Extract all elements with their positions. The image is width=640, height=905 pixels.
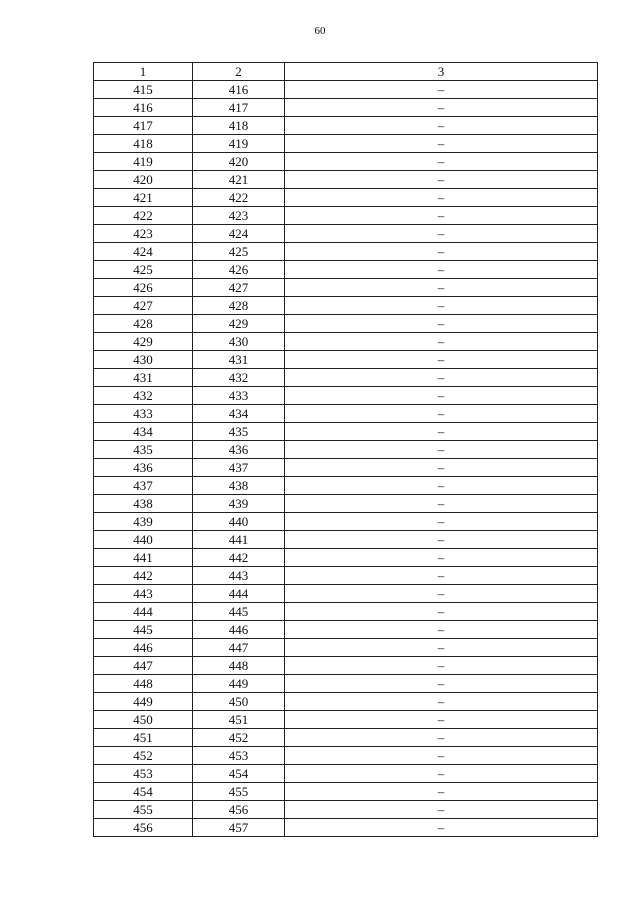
table-cell-col-3: –: [285, 189, 598, 207]
table-cell-col-2: 436: [193, 441, 285, 459]
table-row: [94, 333, 598, 351]
table-cell-col-1: 438: [94, 495, 193, 513]
table-row: [94, 423, 598, 441]
table-cell-col-3: –: [285, 531, 598, 549]
table-row: [94, 801, 598, 819]
table-cell-col-1: 446: [94, 639, 193, 657]
table-row: [94, 261, 598, 279]
table-cell-col-2: 419: [193, 135, 285, 153]
table-cell-col-1: 447: [94, 657, 193, 675]
table-cell-col-2: 434: [193, 405, 285, 423]
table-row: [94, 495, 598, 513]
table-row: [94, 369, 598, 387]
table-cell-col-3: –: [285, 459, 598, 477]
table-cell-col-1: 426: [94, 279, 193, 297]
table-body: [94, 81, 598, 837]
table-cell-col-1: 433: [94, 405, 193, 423]
table-cell-col-1: 456: [94, 819, 193, 837]
table-cell-col-3: –: [285, 513, 598, 531]
table-cell-col-2: 451: [193, 711, 285, 729]
table-cell-col-3: –: [285, 783, 598, 801]
table-cell-col-1: 453: [94, 765, 193, 783]
table-row: [94, 765, 598, 783]
table-cell-col-3: –: [285, 441, 598, 459]
table-cell-col-2: 431: [193, 351, 285, 369]
table-cell-col-1: 436: [94, 459, 193, 477]
table-cell-col-1: 454: [94, 783, 193, 801]
table-cell-col-2: 446: [193, 621, 285, 639]
table-cell-col-1: 448: [94, 675, 193, 693]
table-row: [94, 585, 598, 603]
table-cell-col-1: 425: [94, 261, 193, 279]
table-cell-col-2: 422: [193, 189, 285, 207]
table-row: [94, 441, 598, 459]
table-cell-col-1: 420: [94, 171, 193, 189]
table-row: [94, 459, 598, 477]
table-row: [94, 531, 598, 549]
table-cell-col-3: –: [285, 81, 598, 99]
table-cell-col-3: –: [285, 639, 598, 657]
table-header: [94, 63, 598, 81]
table-cell-col-2: 456: [193, 801, 285, 819]
table-cell-col-2: 421: [193, 171, 285, 189]
table-cell-col-3: –: [285, 585, 598, 603]
table-cell-col-1: 431: [94, 369, 193, 387]
table-row: [94, 567, 598, 585]
table-cell-col-1: 416: [94, 99, 193, 117]
table-cell-col-1: 445: [94, 621, 193, 639]
table-cell-col-3: –: [285, 99, 598, 117]
table-cell-col-2: 428: [193, 297, 285, 315]
table-row: [94, 279, 598, 297]
table-cell-col-3: –: [285, 387, 598, 405]
table-cell-col-3: –: [285, 621, 598, 639]
table-cell-col-1: 434: [94, 423, 193, 441]
table-cell-col-1: 451: [94, 729, 193, 747]
table-cell-col-3: –: [285, 243, 598, 261]
table-cell-col-3: –: [285, 729, 598, 747]
table-cell-col-2: 445: [193, 603, 285, 621]
table-cell-col-3: –: [285, 351, 598, 369]
table-row: [94, 549, 598, 567]
table-cell-col-1: 450: [94, 711, 193, 729]
table-cell-col-3: –: [285, 369, 598, 387]
table-row: [94, 405, 598, 423]
table-cell-col-1: 442: [94, 567, 193, 585]
table-cell-col-2: 440: [193, 513, 285, 531]
column-header-2: 2: [193, 63, 285, 81]
table-cell-col-2: 435: [193, 423, 285, 441]
table-cell-col-3: –: [285, 117, 598, 135]
table-cell-col-3: –: [285, 495, 598, 513]
table-cell-col-1: 415: [94, 81, 193, 99]
table-cell-col-3: –: [285, 315, 598, 333]
table-cell-col-3: –: [285, 747, 598, 765]
table-row: [94, 117, 598, 135]
table-cell-col-2: 430: [193, 333, 285, 351]
table-cell-col-2: 447: [193, 639, 285, 657]
table-cell-col-2: 437: [193, 459, 285, 477]
table-cell-col-1: 421: [94, 189, 193, 207]
table-cell-col-2: 416: [193, 81, 285, 99]
table-cell-col-1: 455: [94, 801, 193, 819]
table-cell-col-3: –: [285, 603, 598, 621]
table-row: [94, 171, 598, 189]
table-row: [94, 819, 598, 837]
table-cell-col-1: 439: [94, 513, 193, 531]
table-row: [94, 315, 598, 333]
table-row: [94, 297, 598, 315]
table-row: [94, 729, 598, 747]
table-cell-col-3: –: [285, 693, 598, 711]
table-cell-col-3: –: [285, 261, 598, 279]
table-cell-col-2: 453: [193, 747, 285, 765]
table-cell-col-3: –: [285, 153, 598, 171]
table-cell-col-3: –: [285, 405, 598, 423]
table-row: [94, 243, 598, 261]
table-cell-col-3: –: [285, 171, 598, 189]
table-cell-col-2: 449: [193, 675, 285, 693]
table-cell-col-1: 432: [94, 387, 193, 405]
table-row: [94, 621, 598, 639]
data-table: [93, 62, 598, 837]
table-cell-col-1: 418: [94, 135, 193, 153]
table-row: [94, 225, 598, 243]
table-row: [94, 99, 598, 117]
table-cell-col-1: 437: [94, 477, 193, 495]
table-cell-col-2: 429: [193, 315, 285, 333]
table-cell-col-2: 457: [193, 819, 285, 837]
table-cell-col-3: –: [285, 135, 598, 153]
table-cell-col-3: –: [285, 207, 598, 225]
table-row: [94, 351, 598, 369]
table-cell-col-3: –: [285, 801, 598, 819]
table-cell-col-2: 444: [193, 585, 285, 603]
table-cell-col-1: 417: [94, 117, 193, 135]
table-cell-col-3: –: [285, 711, 598, 729]
table-cell-col-3: –: [285, 567, 598, 585]
table-cell-col-1: 444: [94, 603, 193, 621]
table-cell-col-2: 442: [193, 549, 285, 567]
table-cell-col-3: –: [285, 279, 598, 297]
table-cell-col-2: 427: [193, 279, 285, 297]
table-cell-col-2: 432: [193, 369, 285, 387]
table-row: [94, 783, 598, 801]
column-header-3: 3: [285, 63, 598, 81]
table-cell-col-2: 439: [193, 495, 285, 513]
table-cell-col-1: 435: [94, 441, 193, 459]
table-cell-col-3: –: [285, 423, 598, 441]
table-row: [94, 747, 598, 765]
table-cell-col-1: 443: [94, 585, 193, 603]
table-cell-col-3: –: [285, 477, 598, 495]
table-cell-col-1: 452: [94, 747, 193, 765]
table-cell-col-2: 443: [193, 567, 285, 585]
table-cell-col-1: 449: [94, 693, 193, 711]
table-cell-col-2: 425: [193, 243, 285, 261]
table-row: [94, 207, 598, 225]
table-row: [94, 513, 598, 531]
table-row: [94, 477, 598, 495]
table-row: [94, 189, 598, 207]
table-cell-col-2: 424: [193, 225, 285, 243]
table-cell-col-2: 455: [193, 783, 285, 801]
table-row: [94, 639, 598, 657]
table-cell-col-1: 423: [94, 225, 193, 243]
table-cell-col-2: 450: [193, 693, 285, 711]
page-number: 60: [314, 25, 326, 37]
table-cell-col-1: 430: [94, 351, 193, 369]
table-row: [94, 81, 598, 99]
table-cell-col-3: –: [285, 819, 598, 837]
table-cell-col-2: 423: [193, 207, 285, 225]
table-cell-col-2: 426: [193, 261, 285, 279]
table-cell-col-3: –: [285, 675, 598, 693]
table-cell-col-3: –: [285, 225, 598, 243]
table-cell-col-2: 420: [193, 153, 285, 171]
table-row: [94, 603, 598, 621]
table-cell-col-2: 452: [193, 729, 285, 747]
header-row: [94, 63, 598, 81]
table-cell-col-1: 429: [94, 333, 193, 351]
table-cell-col-2: 417: [193, 99, 285, 117]
table-cell-col-3: –: [285, 549, 598, 567]
table-cell-col-3: –: [285, 333, 598, 351]
table-cell-col-1: 424: [94, 243, 193, 261]
table-row: [94, 387, 598, 405]
table-cell-col-1: 441: [94, 549, 193, 567]
table-cell-col-2: 438: [193, 477, 285, 495]
table-cell-col-2: 454: [193, 765, 285, 783]
table-cell-col-1: 427: [94, 297, 193, 315]
table-row: [94, 675, 598, 693]
table-cell-col-1: 428: [94, 315, 193, 333]
table-cell-col-2: 448: [193, 657, 285, 675]
table-row: [94, 135, 598, 153]
column-header-1: 1: [94, 63, 193, 81]
table-cell-col-1: 419: [94, 153, 193, 171]
table-cell-col-1: 422: [94, 207, 193, 225]
table-cell-col-2: 441: [193, 531, 285, 549]
table-cell-col-3: –: [285, 297, 598, 315]
table-row: [94, 711, 598, 729]
table-cell-col-1: 440: [94, 531, 193, 549]
table-cell-col-3: –: [285, 657, 598, 675]
table-cell-col-3: –: [285, 765, 598, 783]
table-row: [94, 693, 598, 711]
table-cell-col-2: 418: [193, 117, 285, 135]
table-row: [94, 153, 598, 171]
table-cell-col-2: 433: [193, 387, 285, 405]
table-row: [94, 657, 598, 675]
